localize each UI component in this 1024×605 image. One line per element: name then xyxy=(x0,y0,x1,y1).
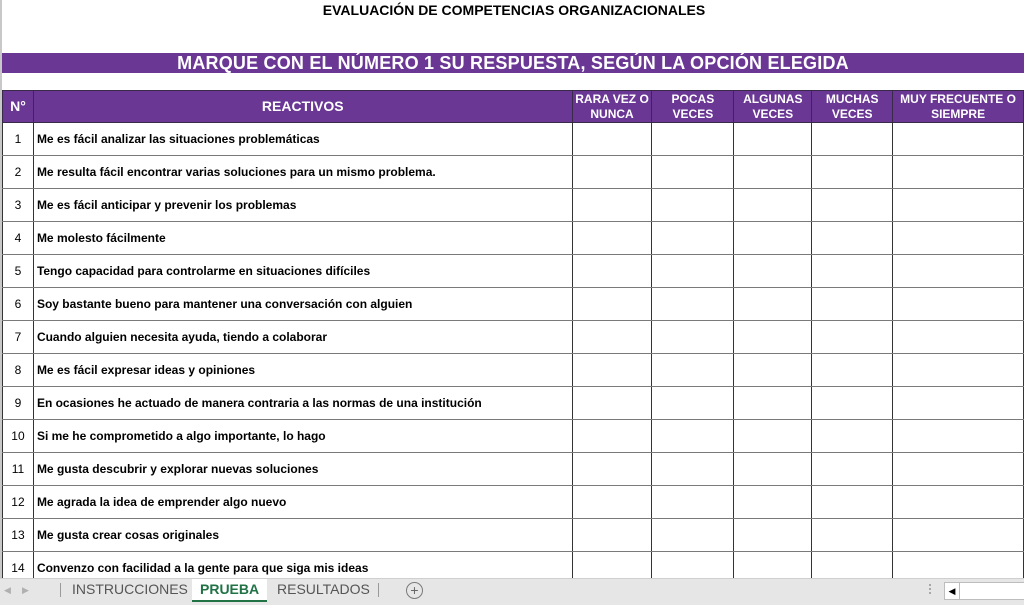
row-number[interactable]: 1 xyxy=(3,123,34,156)
reactivo-text[interactable]: Me es fácil expresar ideas y opiniones xyxy=(33,354,572,387)
answer-cell-pocas-veces[interactable] xyxy=(652,420,734,453)
answer-cell-muchas-veces[interactable] xyxy=(812,387,893,420)
row-number[interactable]: 10 xyxy=(3,420,34,453)
answer-cell-muy-frecuente[interactable] xyxy=(893,189,1024,222)
tab-instrucciones[interactable]: INSTRUCCIONES xyxy=(72,581,188,597)
answer-cell-rara-vez[interactable] xyxy=(572,255,652,288)
reactivo-text[interactable]: Me resulta fácil encontrar varias soluciones para un mismo problema. xyxy=(33,156,572,189)
answer-cell-rara-vez[interactable] xyxy=(572,519,652,552)
answer-cell-muy-frecuente[interactable] xyxy=(893,486,1024,519)
reactivo-text[interactable]: Soy bastante bueno para mantener una conversación con alguien xyxy=(33,288,572,321)
scroll-left-icon[interactable]: ◀ xyxy=(945,583,960,599)
answer-cell-rara-vez[interactable] xyxy=(572,486,652,519)
answer-cell-muy-frecuente[interactable] xyxy=(893,387,1024,420)
add-sheet-icon[interactable]: + xyxy=(406,582,423,599)
row-number[interactable]: 12 xyxy=(3,486,34,519)
reactivo-text[interactable]: Si me he comprometido a algo importante, lo hago xyxy=(33,420,572,453)
answer-cell-muy-frecuente[interactable] xyxy=(893,288,1024,321)
row-number[interactable]: 8 xyxy=(3,354,34,387)
table-row xyxy=(3,288,1024,321)
split-handle[interactable] xyxy=(929,584,931,596)
instruction-banner: MARQUE CON EL NÚMERO 1 SU RESPUESTA, SEGÚN LA OPCIÓN ELEGIDA xyxy=(2,53,1024,73)
answer-cell-algunas-veces[interactable] xyxy=(734,255,812,288)
answer-cell-muy-frecuente[interactable] xyxy=(893,123,1024,156)
table-row xyxy=(3,222,1024,255)
header-num[interactable]: N° xyxy=(3,91,34,123)
header-label: VECES xyxy=(752,106,794,121)
tab-separator xyxy=(60,583,61,597)
answer-cell-algunas-veces[interactable] xyxy=(734,519,812,552)
reactivo-text[interactable]: Me es fácil anticipar y prevenir los problemas xyxy=(33,189,572,222)
table-row xyxy=(3,189,1024,222)
answer-cell-muy-frecuente[interactable] xyxy=(893,519,1024,552)
answer-cell-pocas-veces[interactable] xyxy=(652,123,734,156)
reactivo-text[interactable]: En ocasiones he actuado de manera contraria a las normas de una institución xyxy=(33,387,572,420)
header-label: MUY FRECUENTE O xyxy=(900,91,1016,106)
reactivo-text[interactable]: Me gusta crear cosas originales xyxy=(33,519,572,552)
header-label: VECES xyxy=(672,106,714,121)
next-sheet-icon[interactable]: ▶ xyxy=(22,585,29,595)
answer-cell-algunas-veces[interactable] xyxy=(734,420,812,453)
header-label: POCAS xyxy=(671,91,715,106)
tab-separator xyxy=(378,583,379,597)
header-label: VECES xyxy=(831,106,873,121)
answer-cell-muchas-veces[interactable] xyxy=(812,222,893,255)
answer-cell-muy-frecuente[interactable] xyxy=(893,420,1024,453)
answer-cell-rara-vez[interactable] xyxy=(572,354,652,387)
questionnaire-table xyxy=(2,90,1024,585)
answer-cell-muchas-veces[interactable] xyxy=(812,420,893,453)
answer-cell-rara-vez[interactable] xyxy=(572,156,652,189)
reactivo-text[interactable]: Convenzo con facilidad a la gente para que siga mis ideas xyxy=(33,552,572,585)
answer-cell-muchas-veces[interactable] xyxy=(812,255,893,288)
answer-cell-rara-vez[interactable] xyxy=(572,222,652,255)
answer-cell-rara-vez[interactable] xyxy=(572,453,652,486)
answer-cell-algunas-veces[interactable] xyxy=(734,288,812,321)
answer-cell-muy-frecuente[interactable] xyxy=(893,453,1024,486)
answer-cell-rara-vez[interactable] xyxy=(572,189,652,222)
answer-cell-muy-frecuente[interactable] xyxy=(893,255,1024,288)
header-label: RARA VEZ O xyxy=(575,91,649,106)
answer-cell-pocas-veces[interactable] xyxy=(652,486,734,519)
answer-cell-pocas-veces[interactable] xyxy=(652,354,734,387)
answer-cell-algunas-veces[interactable] xyxy=(734,453,812,486)
answer-cell-muchas-veces[interactable] xyxy=(812,189,893,222)
table-row xyxy=(3,387,1024,420)
answer-cell-pocas-veces[interactable] xyxy=(652,222,734,255)
answer-cell-rara-vez[interactable] xyxy=(572,321,652,354)
answer-cell-muchas-veces[interactable] xyxy=(812,321,893,354)
answer-cell-rara-vez[interactable] xyxy=(572,387,652,420)
answer-cell-muchas-veces[interactable] xyxy=(812,519,893,552)
answer-cell-muy-frecuente[interactable] xyxy=(893,222,1024,255)
answer-cell-pocas-veces[interactable] xyxy=(652,519,734,552)
tab-prueba[interactable]: PRUEBA xyxy=(192,579,267,602)
reactivo-text[interactable]: Me es fácil analizar las situaciones problemáticas xyxy=(33,123,572,156)
row-number[interactable]: 14 xyxy=(3,552,34,585)
tab-resultados[interactable]: RESULTADOS xyxy=(277,581,370,597)
answer-cell-algunas-veces[interactable] xyxy=(734,387,812,420)
reactivo-text[interactable]: Cuando alguien necesita ayuda, tiendo a colaborar xyxy=(33,321,572,354)
answer-cell-muchas-veces[interactable] xyxy=(812,486,893,519)
prev-sheet-icon[interactable]: ◀ xyxy=(4,585,11,595)
answer-cell-algunas-veces[interactable] xyxy=(734,222,812,255)
table-row xyxy=(3,321,1024,354)
answer-cell-muy-frecuente[interactable] xyxy=(893,321,1024,354)
answer-cell-muy-frecuente[interactable] xyxy=(893,354,1024,387)
row-number[interactable]: 7 xyxy=(3,321,34,354)
answer-cell-pocas-veces[interactable] xyxy=(652,321,734,354)
answer-cell-muchas-veces[interactable] xyxy=(812,123,893,156)
table-row xyxy=(3,156,1024,189)
header-label: NUNCA xyxy=(590,106,634,121)
table-row xyxy=(3,354,1024,387)
table-row xyxy=(3,420,1024,453)
answer-cell-muchas-veces[interactable] xyxy=(812,354,893,387)
answer-cell-algunas-veces[interactable] xyxy=(734,156,812,189)
answer-cell-rara-vez[interactable] xyxy=(572,288,652,321)
table-row xyxy=(3,453,1024,486)
answer-cell-algunas-veces[interactable] xyxy=(734,321,812,354)
row-number[interactable]: 3 xyxy=(3,189,34,222)
table-row xyxy=(3,255,1024,288)
header-reactivos[interactable]: REACTIVOS xyxy=(33,91,572,123)
header-label: SIEMPRE xyxy=(931,106,986,121)
header-algunas-veces[interactable] xyxy=(734,91,812,123)
answer-cell-algunas-veces[interactable] xyxy=(734,123,812,156)
header-pocas-veces[interactable] xyxy=(652,91,734,123)
header-muy-frecuente[interactable] xyxy=(893,91,1024,123)
row-number[interactable]: 6 xyxy=(3,288,34,321)
answer-cell-pocas-veces[interactable] xyxy=(652,189,734,222)
table-body xyxy=(3,123,1024,585)
row-number[interactable]: 2 xyxy=(3,156,34,189)
answer-cell-pocas-veces[interactable] xyxy=(652,288,734,321)
header-muchas-veces[interactable] xyxy=(812,91,893,123)
answer-cell-algunas-veces[interactable] xyxy=(734,354,812,387)
answer-cell-pocas-veces[interactable] xyxy=(652,387,734,420)
row-number[interactable]: 11 xyxy=(3,453,34,486)
header-label: MUCHAS xyxy=(825,91,879,106)
answer-cell-pocas-veces[interactable] xyxy=(652,156,734,189)
row-number[interactable]: 13 xyxy=(3,519,34,552)
answer-cell-muchas-veces[interactable] xyxy=(812,288,893,321)
answer-cell-pocas-veces[interactable] xyxy=(652,453,734,486)
answer-cell-muchas-veces[interactable] xyxy=(812,156,893,189)
answer-cell-pocas-veces[interactable] xyxy=(652,255,734,288)
row-number[interactable]: 5 xyxy=(3,255,34,288)
reactivo-text[interactable]: Me agrada la idea de emprender algo nuevo xyxy=(33,486,572,519)
header-row xyxy=(3,91,1024,123)
row-number[interactable]: 4 xyxy=(3,222,34,255)
table-row xyxy=(3,486,1024,519)
answer-cell-muchas-veces[interactable] xyxy=(812,453,893,486)
sheet-title: EVALUACIÓN DE COMPETENCIAS ORGANIZACIONALES xyxy=(322,2,706,18)
row-number[interactable]: 9 xyxy=(3,387,34,420)
header-label: ALGUNAS xyxy=(743,91,803,106)
table-row xyxy=(3,123,1024,156)
answer-cell-rara-vez[interactable] xyxy=(572,420,652,453)
reactivo-text[interactable]: Me gusta descubrir y explorar nuevas soluciones xyxy=(33,453,572,486)
sheet-tab-bar xyxy=(0,578,1024,605)
answer-cell-rara-vez[interactable] xyxy=(572,123,652,156)
horizontal-scrollbar[interactable] xyxy=(944,582,1024,600)
answer-cell-muy-frecuente[interactable] xyxy=(893,156,1024,189)
reactivo-text[interactable]: Me molesto fácilmente xyxy=(33,222,572,255)
reactivo-text[interactable]: Tengo capacidad para controlarme en situaciones difíciles xyxy=(33,255,572,288)
table-row xyxy=(3,519,1024,552)
answer-cell-algunas-veces[interactable] xyxy=(734,189,812,222)
header-rara-vez[interactable] xyxy=(572,91,652,123)
answer-cell-algunas-veces[interactable] xyxy=(734,486,812,519)
